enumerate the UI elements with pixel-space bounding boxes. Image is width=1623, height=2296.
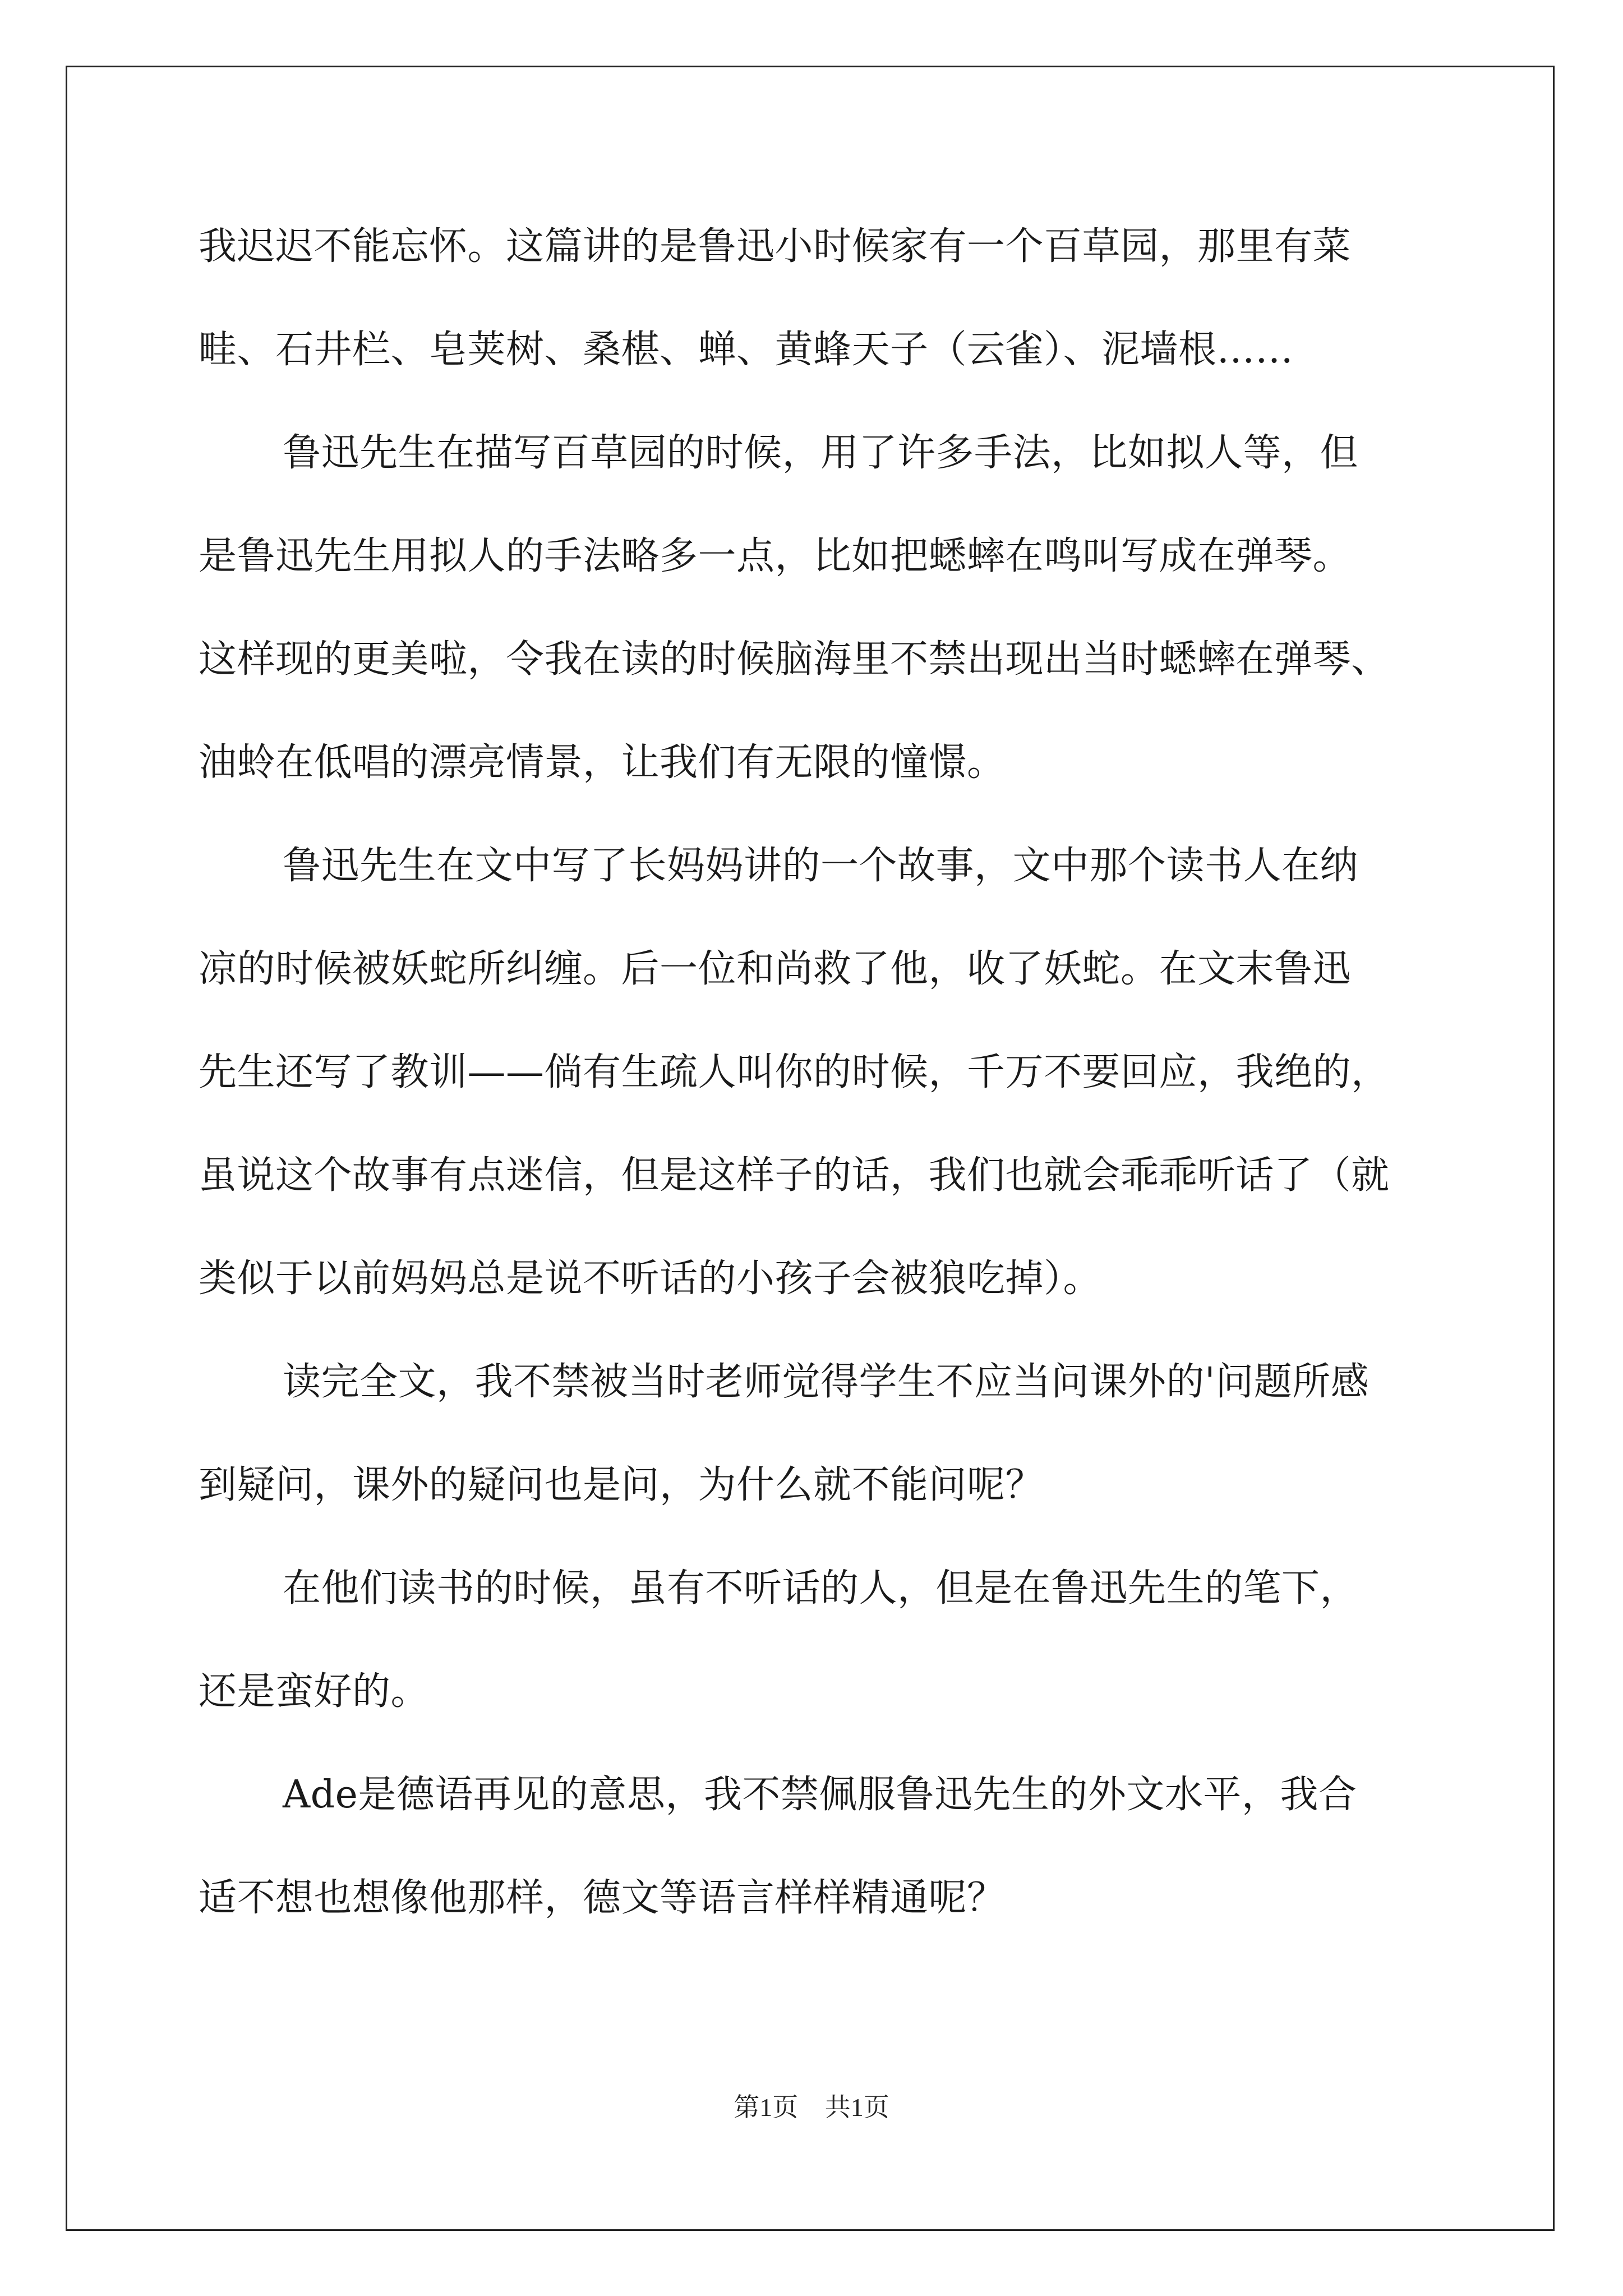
text-line: 鲁迅先生在文中写了长妈妈讲的一个故事，文中那个读书人在纳 xyxy=(283,844,1359,888)
text-line: 鲁迅先生在描写百草园的时候，用了许多手法，比如拟人等，但 xyxy=(283,431,1359,475)
text-line: 到疑问，课外的疑问也是问，为什么就不能问呢？ xyxy=(199,1463,1044,1507)
text-line: 先生还写了教训——倘有生疏人叫你的时候，千万不要回应，我绝的， xyxy=(199,1050,1390,1094)
page-number: 第1页 xyxy=(734,2093,799,2122)
text-line: 这样现的更美啦，令我在读的时候脑海里不禁出现出当时蟋蟀在弹琴、 xyxy=(199,637,1390,682)
text-line: 油蛉在低唱的漂亮情景，让我们有无限的憧憬。 xyxy=(199,740,1006,785)
text-line: 还是蛮好的。 xyxy=(199,1669,430,1714)
text-line: 适不想也想像他那样，德文等语言样样精通呢？ xyxy=(199,1876,1006,1920)
text-line: 我迟迟不能忘怀。这篇讲的是鲁迅小时候家有一个百草园，那里有菜 xyxy=(199,224,1352,269)
text-line: 类似于以前妈妈总是说不听话的小孩子会被狼吃掉）。 xyxy=(199,1257,1102,1301)
text-line: 是鲁迅先生用拟人的手法略多一点，比如把蟋蟀在鸣叫写成在弹琴。 xyxy=(199,534,1352,578)
text-line: 凉的时候被妖蛇所纠缠。后一位和尚救了他，收了妖蛇。在文末鲁迅 xyxy=(199,947,1352,991)
text-line: 畦、石井栏、皂荚树、桑椹、蝉、黄蜂天子（云雀）、泥墙根…… xyxy=(199,328,1294,372)
document-body xyxy=(199,216,1449,1971)
text-line: 读完全文，我不禁被当时老师觉得学生不应当问课外的'问题所感 xyxy=(283,1360,1370,1404)
text-line: 在他们读书的时候，虽有不听话的人，但是在鲁迅先生的笔下， xyxy=(283,1566,1359,1611)
text-line: Ade是德语再见的意思，我不禁佩服鲁迅先生的外文水平，我合 xyxy=(283,1773,1357,1817)
page-total: 共1页 xyxy=(824,2093,889,2122)
page-footer xyxy=(0,2087,1623,2124)
text-line: 虽说这个故事有点迷信，但是这样子的话，我们也就会乖乖听话了（就 xyxy=(199,1153,1390,1198)
